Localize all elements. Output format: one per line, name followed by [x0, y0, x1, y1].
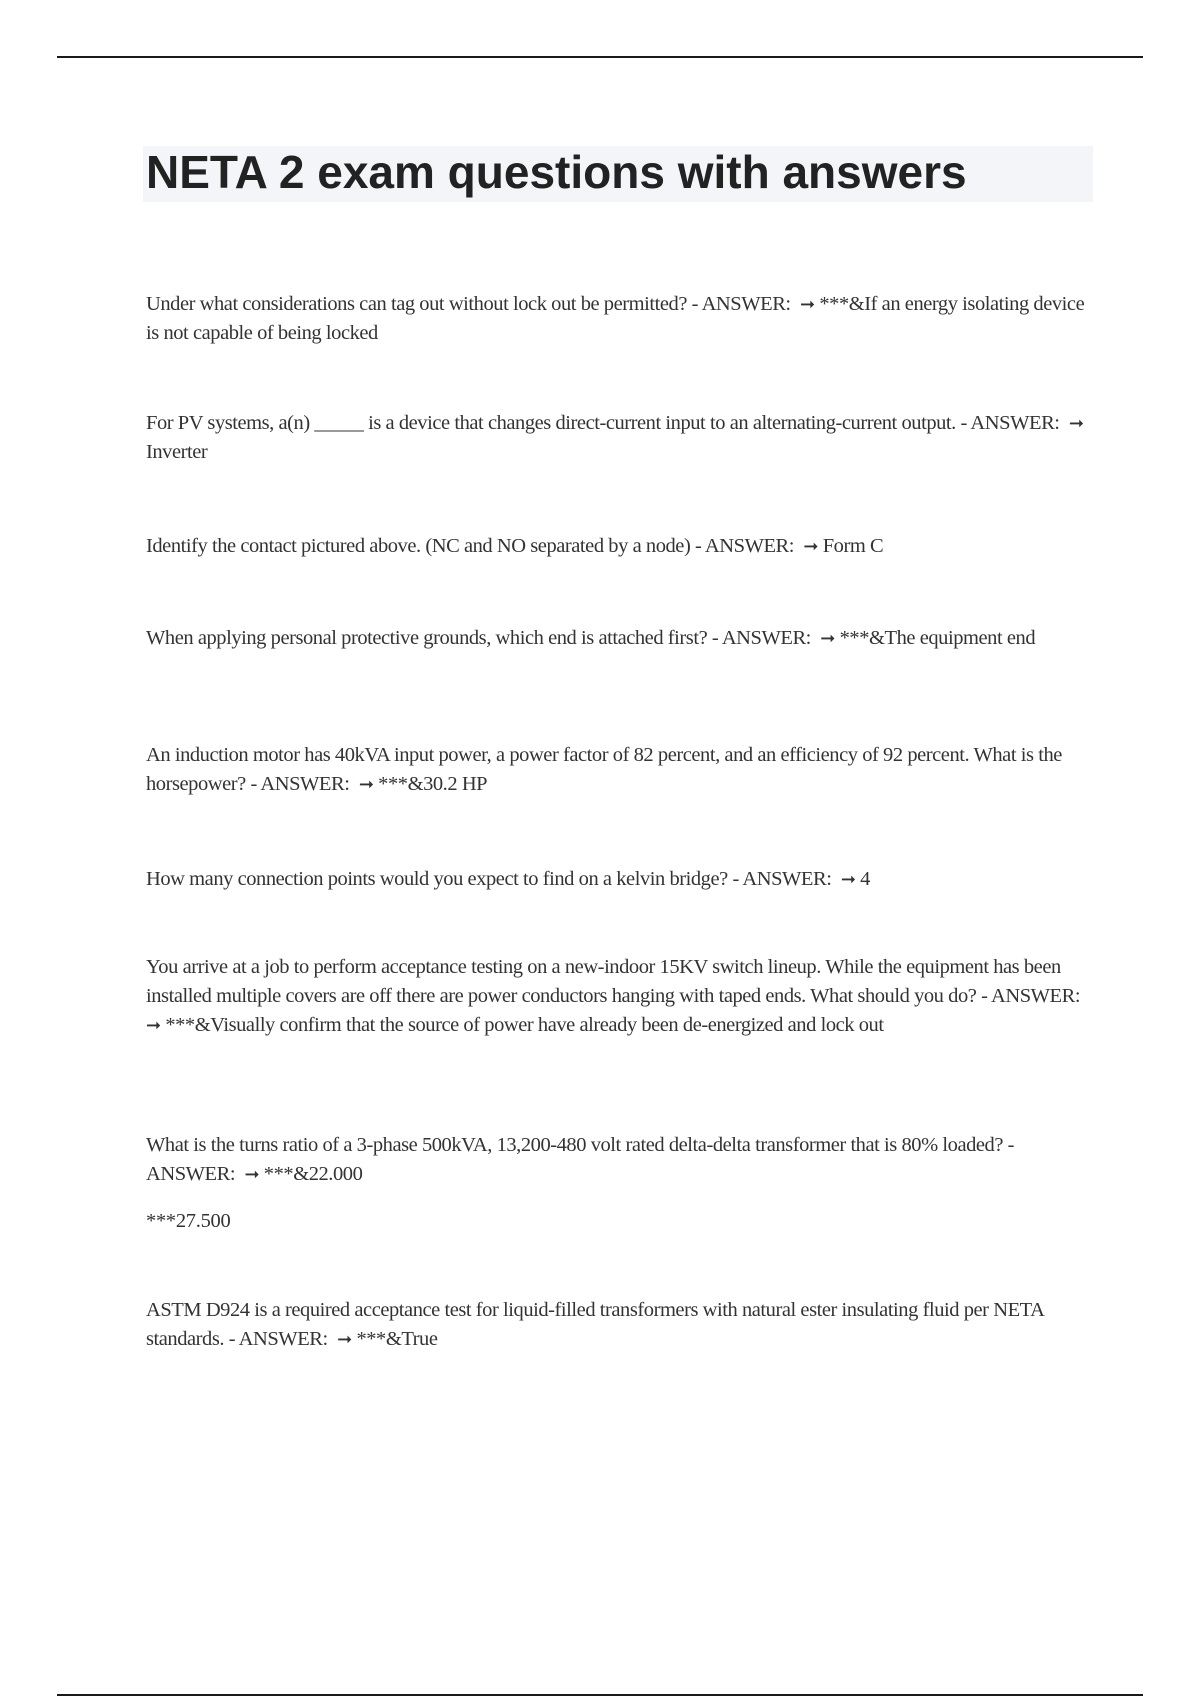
- qa-item: [146, 624, 1086, 653]
- answer-continuation: ***27.500: [146, 1210, 231, 1232]
- arrow-icon: ➞: [244, 1164, 260, 1185]
- qa-item: [146, 953, 1086, 1040]
- answer-text: ***&Visually confirm that the source of power have already been de-energized and lock out: [165, 1014, 884, 1036]
- bottom-rule: [57, 1694, 1143, 1696]
- answer-text: Inverter: [146, 441, 208, 463]
- arrow-icon: ➞: [337, 1329, 352, 1350]
- question-text: Identify the contact pictured above. (NC and NO separated by a node) - ANSWER:: [146, 535, 795, 557]
- qa-item: [146, 1131, 1086, 1189]
- answer-text: ***&30.2 HP: [378, 773, 488, 795]
- answer-text: ***&True: [356, 1328, 438, 1350]
- qa-item: [146, 1296, 1086, 1354]
- question-text: When applying personal protective grounds, which end is attached first? - ANSWER:: [146, 627, 811, 649]
- qa-item: [146, 865, 1086, 894]
- answer-text: ***&22.000: [263, 1163, 363, 1185]
- question-text: How many connection points would you expect to find on a kelvin bridge? - ANSWER:: [146, 868, 832, 890]
- page-title: NETA 2 exam questions with answers: [146, 146, 967, 198]
- question-text: You arrive at a job to perform acceptance testing on a new-indoor 15KV switch lineup. While the equipment has been installed multiple covers are off there are power conductors hanging with taped ends. What should you do? - ANSWER:: [146, 956, 1081, 1007]
- arrow-icon: ➞: [820, 628, 835, 649]
- qa-item: [146, 409, 1086, 467]
- arrow-icon: ➞: [358, 774, 374, 795]
- answer-text: Form C: [822, 535, 884, 557]
- qa-item: [146, 290, 1086, 348]
- arrow-icon: ➞: [146, 1015, 161, 1036]
- question-text: An induction motor has 40kVA input power, a power factor of 82 percent, and an efficiency of 92 percent. What is the horsepower? - ANSWER:: [146, 744, 1062, 795]
- answer-text: ***&If an energy isolating device is not capable of being locked: [146, 293, 1085, 344]
- question-text: ASTM D924 is a required acceptance test for liquid-filled transformers with natural ester insulating fluid per NETA standards. - ANSWER:: [146, 1299, 1044, 1350]
- arrow-icon: ➞: [803, 536, 819, 557]
- answer-text: 4: [860, 868, 870, 890]
- question-text: What is the turns ratio of a 3-phase 500kVA, 13,200-480 volt rated delta-delta transformer that is 80% loaded? - ANSWER:: [146, 1134, 1015, 1185]
- arrow-icon: ➞: [1068, 413, 1084, 434]
- question-text: For PV systems, a(n) _____ is a device that changes direct-current input to an alternating-current output. - ANSWER:: [146, 412, 1060, 434]
- arrow-icon: ➞: [840, 869, 856, 890]
- question-text: Under what considerations can tag out without lock out be permitted? - ANSWER:: [146, 293, 791, 315]
- arrow-icon: ➞: [800, 294, 815, 315]
- answer-text: ***&The equipment end: [839, 627, 1036, 649]
- qa-item: [146, 532, 1086, 561]
- qa-item: [146, 741, 1086, 799]
- top-rule: [57, 56, 1143, 58]
